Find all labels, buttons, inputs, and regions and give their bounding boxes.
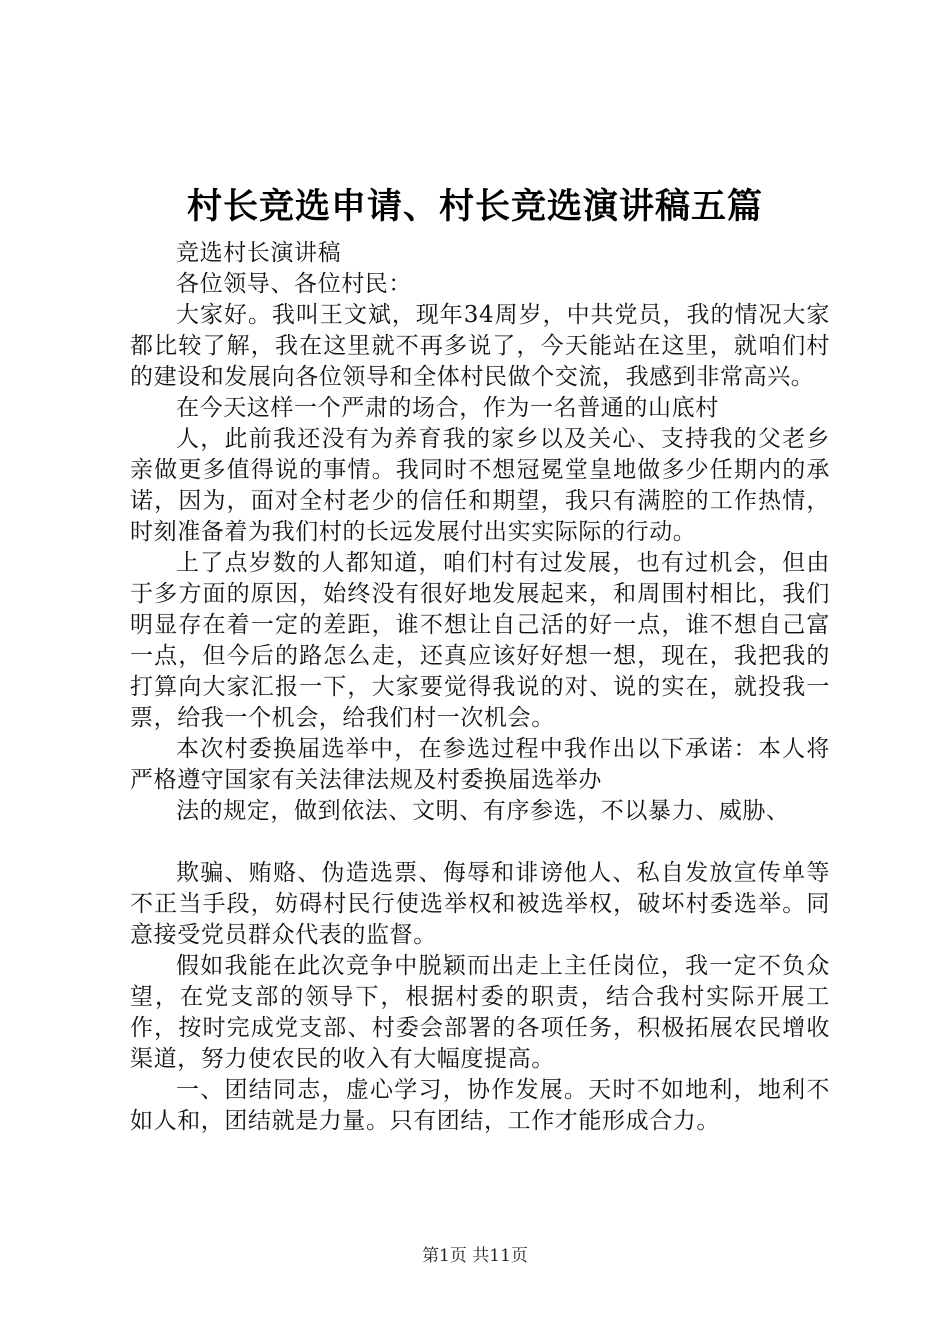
document-title: 村长竞选申请、村长竞选演讲稿五篇 [186, 186, 763, 227]
paragraph-commitment: 人，此前我还没有为养育我的家乡以及关心、支持我的父老乡亲做更多值得说的事情。我同时不想冠冕堂皇地做多少任期内的承诺，因为，面对全村老少的信任和期望，我只有满腔的工作热情，时刻准备着为我们村的长远发展付出实实际际的行动。 [130, 426, 830, 545]
paragraph-village-history: 上了点岁数的人都知道，咱们村有过发展，也有过机会，但由于多方面的原因，始终没有很好地发展起来，和周围村相比，我们明显存在着一定的差距，谁不想让自己活的好一点，谁不想自己富一点，但今后的路怎么走，还真应该好好想一想，现在，我把我的打算向大家汇报一下，大家要觉得我说的对、说的实在，就投我一票，给我一个机会，给我们村一次机会。 [130, 550, 830, 731]
paragraph-intro: 大家好。我叫王文斌，现年34周岁，中共党员，我的情况大家都比较了解，我在这里就不再多说了，今天能站在这里，就咱们村的建设和发展向各位领导和全体村民做个交流，我感到非常高兴。 [130, 302, 830, 390]
paragraph-prohibited-means: 欺骗、贿赂、伪造选票、侮辱和诽谤他人、私自发放宣传单等不正当手段，妨碍村民行使选举权和被选举权，破坏村委选举。同意接受党员群众代表的监督。 [130, 860, 830, 948]
paragraph-occasion: 在今天这样一个严肃的场合，作为一名普通的山底村 [176, 395, 719, 421]
paragraph-point-one: 一、团结同志，虚心学习，协作发展。天时不如地利，地利不如人和，团结就是力量。只有团结，工作才能形成合力。 [130, 1077, 830, 1134]
paragraph-heading: 竞选村长演讲稿 [176, 240, 342, 266]
paragraph-election-promise: 本次村委换届选举中，在参选过程中我作出以下承诺：本人将严格遵守国家有关法律法规及村委换届选举办 [130, 736, 830, 793]
page-number: 第1页 共11页 [422, 1246, 528, 1266]
document-body [130, 238, 830, 1137]
paragraph-gap [130, 827, 830, 858]
paragraph-election-rules: 法的规定，做到依法、文明、有序参选，不以暴力、威胁、 [176, 798, 790, 824]
paragraph-salutation: 各位领导、各位村民： [176, 271, 412, 297]
paragraph-if-elected: 假如我能在此次竞争中脱颖而出走上主任岗位，我一定不负众望，在党支部的领导下，根据村委的职责，结合我村实际开展工作，按时完成党支部、村委会部署的各项任务，积极拓展农民增收渠道，努力使农民的收入有大幅度提高。 [130, 953, 830, 1072]
